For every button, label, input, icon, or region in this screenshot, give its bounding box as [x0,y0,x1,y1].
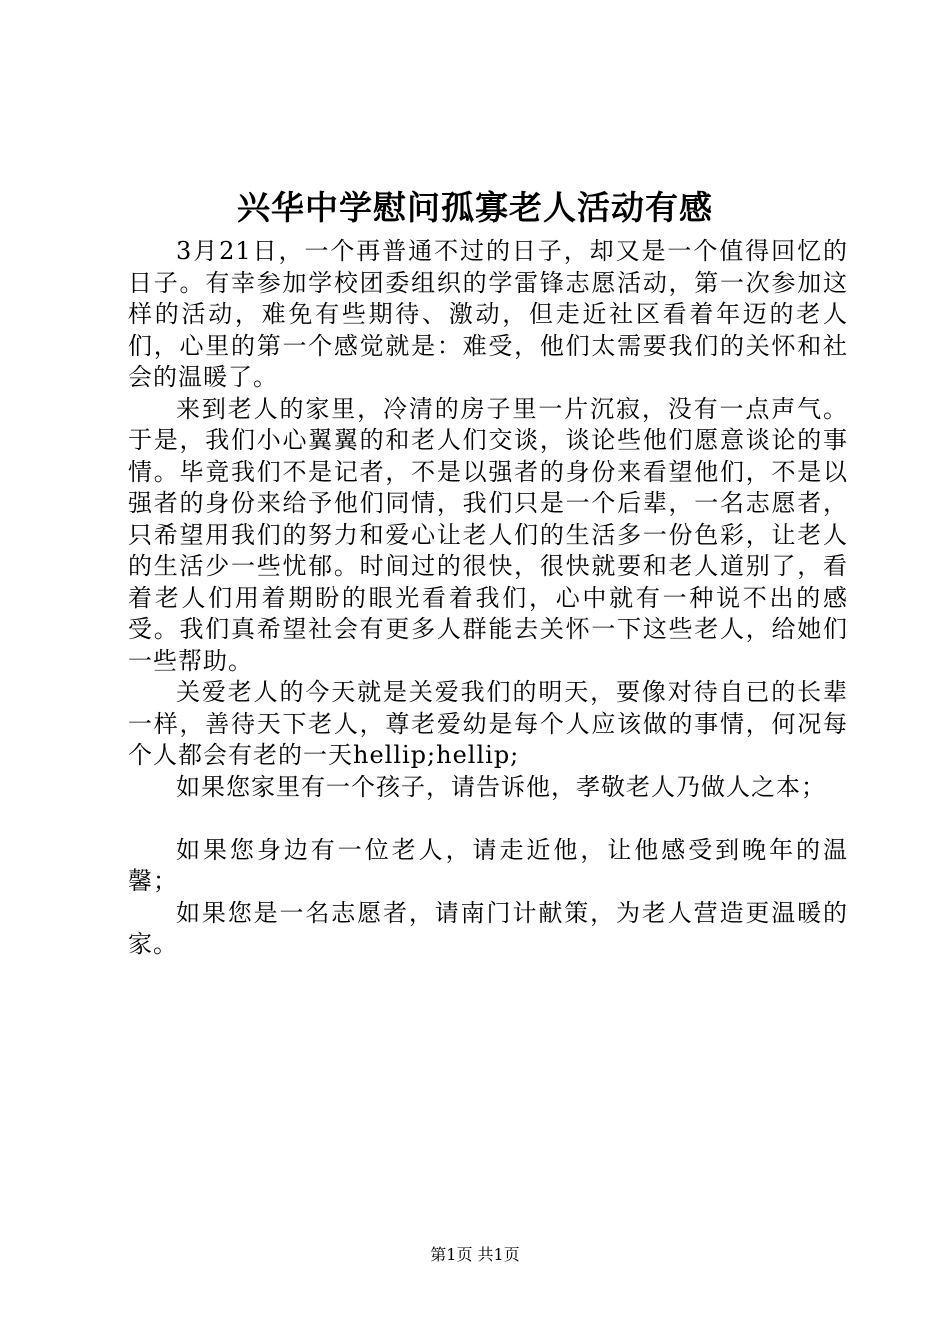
page-footer: 第1页 共1页 [430,1245,520,1264]
paragraph-2: 来到老人的家里，冷清的房子里一片沉寂，没有一点声气。于是，我们小心翼翼的和老人们交谈，谈论些他们愿意谈论的事情。毕竟我们不是记者，不是以强者的身份来看望他们，不是以强者的身份来给予他们同情，我们只是一个后辈，一名志愿者，只希望用我们的努力和爱心让老人们的生活多一份色彩，让老人的生活少一些忧郁。时间过的很快，很快就要和老人道别了，看着老人们用着期盼的眼光看着我们，心中就有一种说不出的感受。我们真希望社会有更多人群能去关怀一下这些老人，给她们一些帮助。 [128,394,848,675]
paragraph-1: 3月21日，一个再普通不过的日子，却又是一个值得回忆的日子。有幸参加学校团委组织的学雷锋志愿活动，第一次参加这样的活动，难免有些期待、激动，但走近社区看着年迈的老人们，心里的第一个感觉就是：难受，他们太需要我们的关怀和社会的温暖了。 [128,237,848,391]
paragraph-5: 如果您身边有一位老人，请走近他，让他感受到晚年的温馨； [128,835,848,895]
paragraph-3: 关爱老人的今天就是关爱我们的明天，要像对待自已的长辈一样，善待天下老人，尊老爱幼是每个人应该做的事情，何况每个人都会有老的一天hellip;hellip; [128,678,848,769]
paragraph-4: 如果您家里有一个孩子，请告诉他，孝敬老人乃做人之本； [176,772,826,801]
paragraph-6: 如果您是一名志愿者，请南门计献策，为老人营造更温暖的家。 [128,898,848,958]
document-title: 兴华中学慰问孤寡老人活动有感 [237,188,713,227]
document-body [128,236,848,961]
